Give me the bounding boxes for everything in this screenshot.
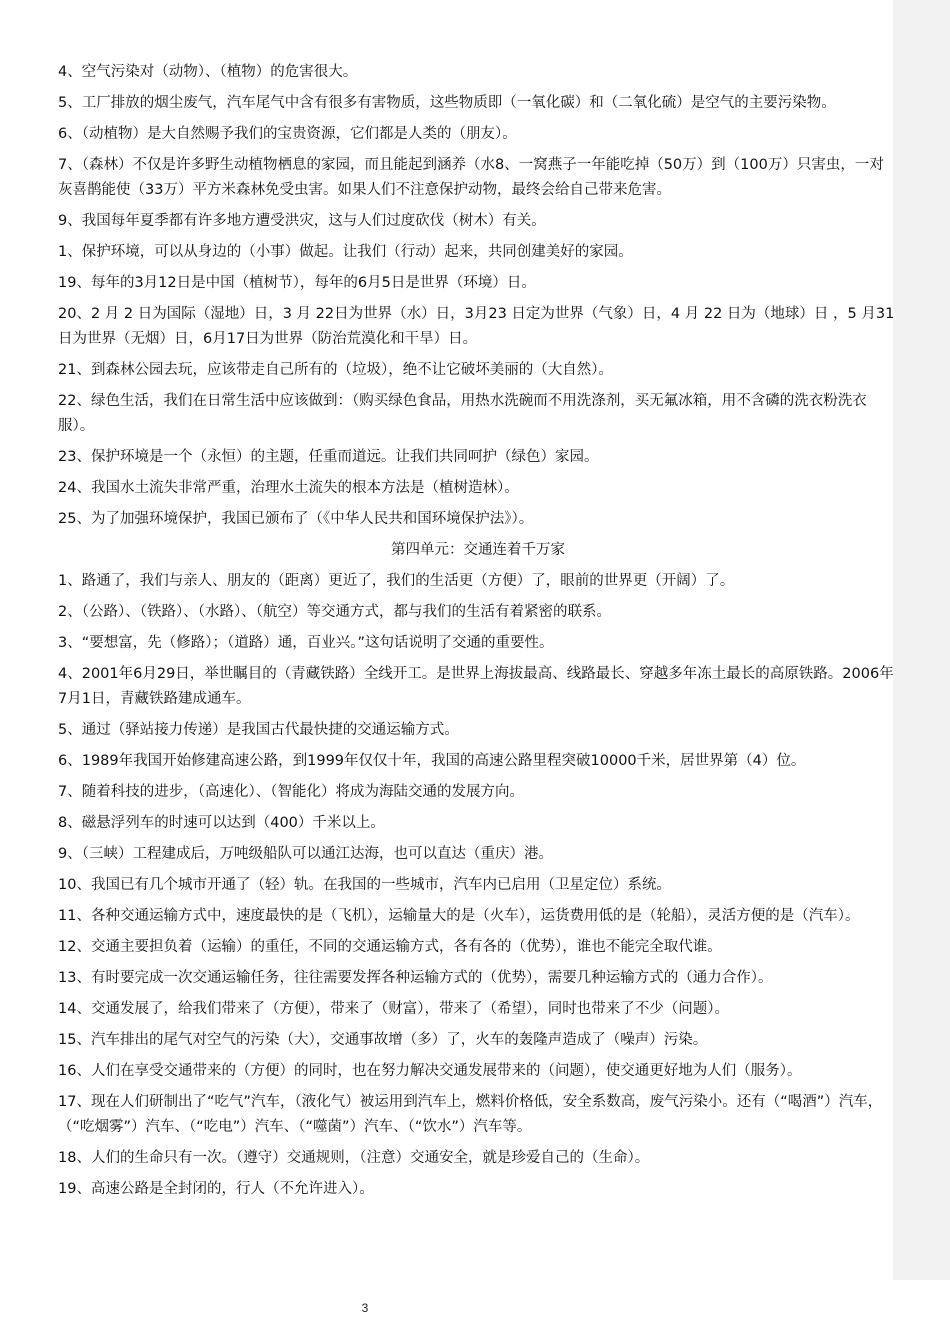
paragraph: 7、随着科技的进步，（高速化）、（智能化）将成为海陆交通的发展方向。 xyxy=(58,784,524,800)
paragraph: 6、（动植物）是大自然赐予我们的宝贵资源，它们都是人类的（朋友）。 xyxy=(58,126,517,142)
page-number: 3 xyxy=(361,1301,369,1315)
paragraph: 19、每年的3月12日是中国（植树节），每年的6月5日是世界（环境）日。 xyxy=(58,275,536,291)
paragraph: 4、空气污染对（动物）、（植物）的危害很大。 xyxy=(58,64,358,80)
paragraph: 3、“要想富，先（修路）；（道路）通，百业兴。”这句话说明了交通的重要性。 xyxy=(58,635,554,651)
paragraph: 12、交通主要担负着（运输）的重任，不同的交通运输方式，各有各的（优势），谁也不能完全取代谁。 xyxy=(58,939,722,955)
section-heading: 第四单元：交通连着千万家 xyxy=(391,542,565,558)
paragraph: 15、汽车排出的尾气对空气的污染（大），交通事故增（多）了，火车的轰隆声造成了（噪声）污染。 xyxy=(58,1032,708,1048)
paragraph: 1、路通了，我们与亲人、朋友的（距离）更近了，我们的生活更（方便）了，眼前的世界更（开阔）了。 xyxy=(58,573,735,589)
paragraph: 21、到森林公园去玩，应该带走自己所有的（垃圾），绝不让它破坏美丽的（大自然）。 xyxy=(58,362,613,378)
paragraph: 9、我国每年夏季都有许多地方遭受洪灾，这与人们过度砍伐（树木）有关。 xyxy=(58,213,546,229)
paragraph: 23、保护环境是一个（永恒）的主题，任重而道远。让我们共同呵护（绿色）家园。 xyxy=(58,449,599,465)
paragraph: 16、人们在享受交通带来的（方便）的同时，也在努力解决交通发展带来的（问题），使交通更好地为人们（服务）。 xyxy=(58,1063,802,1079)
paragraph: 22、绿色生活，我们在日常生活中应该做到：（购买绿色食品，用热水洗碗而不用洗涤剂，买无氟冰箱，用不含磷的洗衣粉洗衣服）。 xyxy=(58,393,867,434)
paragraph: 1、保护环境，可以从身边的（小事）做起。让我们（行动）起来，共同创建美好的家园。 xyxy=(58,244,633,260)
paragraph: 13、有时要完成一次交通运输任务，往往需要发挥各种运输方式的（优势），需要几种运输方式的（通力合作）。 xyxy=(58,970,773,986)
paragraph: 24、我国水土流失非常严重，治理水土流失的根本方法是（植树造林）。 xyxy=(58,480,519,496)
paragraph: 11、各种交通运输方式中，速度最快的是（飞机），运输量大的是（火车），运货费用低的是（轮船），灵活方便的是（汽车）。 xyxy=(58,908,860,924)
paragraph: 25、为了加强环境保护，我国已颁布了（《中华人民共和国环境保护法》）。 xyxy=(58,511,534,527)
paragraph: 5、通过（驿站接力传递）是我国古代最快捷的交通运输方式。 xyxy=(58,722,459,738)
paragraph: 9、（三峡）工程建成后，万吨级船队可以通江达海，也可以直达（重庆）港。 xyxy=(58,846,553,862)
paragraph: 19、高速公路是全封闭的，行人（不允许进入）。 xyxy=(58,1181,374,1197)
paragraph: 14、交通发展了，给我们带来了（方便），带来了（财富），带来了（希望），同时也带来了不少（问题）。 xyxy=(58,1001,729,1017)
paragraph: 2、（公路）、（铁路）、（水路）、（航空）等交通方式，都与我们的生活有着紧密的联系。 xyxy=(58,604,611,620)
paragraph: 5、工厂排放的烟尘废气，汽车尾气中含有很多有害物质，这些物质即（一氧化碳）和（二氧化硫）是空气的主要污染物。 xyxy=(58,95,836,111)
margin-shade xyxy=(893,0,950,1280)
paragraph: 8、磁悬浮列车的时速可以达到（400）千米以上。 xyxy=(58,815,385,831)
paragraph: 4、2001年6月29日，举世瞩目的（青藏铁路）全线开工。是世界上海拔最高、线路最长、穿越多年冻土最长的高原铁路。2006年7月1日，青藏铁路建成通车。 xyxy=(58,666,894,707)
paragraph: 10、我国已有几个城市开通了（轻）轨。在我国的一些城市，汽车内已启用（卫星定位）系统。 xyxy=(58,877,671,893)
paragraph: 6、1989年我国开始修建高速公路，到1999年仅仅十年，我国的高速公路里程突破10000千米，居世界第（4）位。 xyxy=(58,753,806,769)
paragraph: 20、2 月 2 日为国际（湿地）日，3 月 22日为世界（水）日，3月23 日定为世界（气象）日，4 月 22 日为（地球）日 ，5 月31日为世界（无烟）日，6月17日为世界（防治荒漠化和干旱）日。 xyxy=(58,306,895,347)
document-body xyxy=(58,60,898,1208)
paragraph: 17、现在人们研制出了“吃气”汽车，（液化气）被运用到汽车上，燃料价格低，安全系数高，废气污染小。还有（“喝酒”）汽车，（“吃烟雾”）汽车、（“吃电”）汽车、（“噬菌”）汽车、（“饮水”）汽车等。 xyxy=(58,1094,883,1135)
paragraph: 7、（森林）不仅是许多野生动植物栖息的家园，而且能起到涵养（水8、一窝燕子一年能吃掉（50万）到（100万）只害虫，一对灰喜鹊能使（33万）平方米森林免受虫害。如果人们不注意保护动物，最终会给自己带来危害。 xyxy=(58,157,884,198)
paragraph: 18、人们的生命只有一次。（遵守）交通规则，（注意）交通安全，就是珍爱自己的（生命）。 xyxy=(58,1150,650,1166)
